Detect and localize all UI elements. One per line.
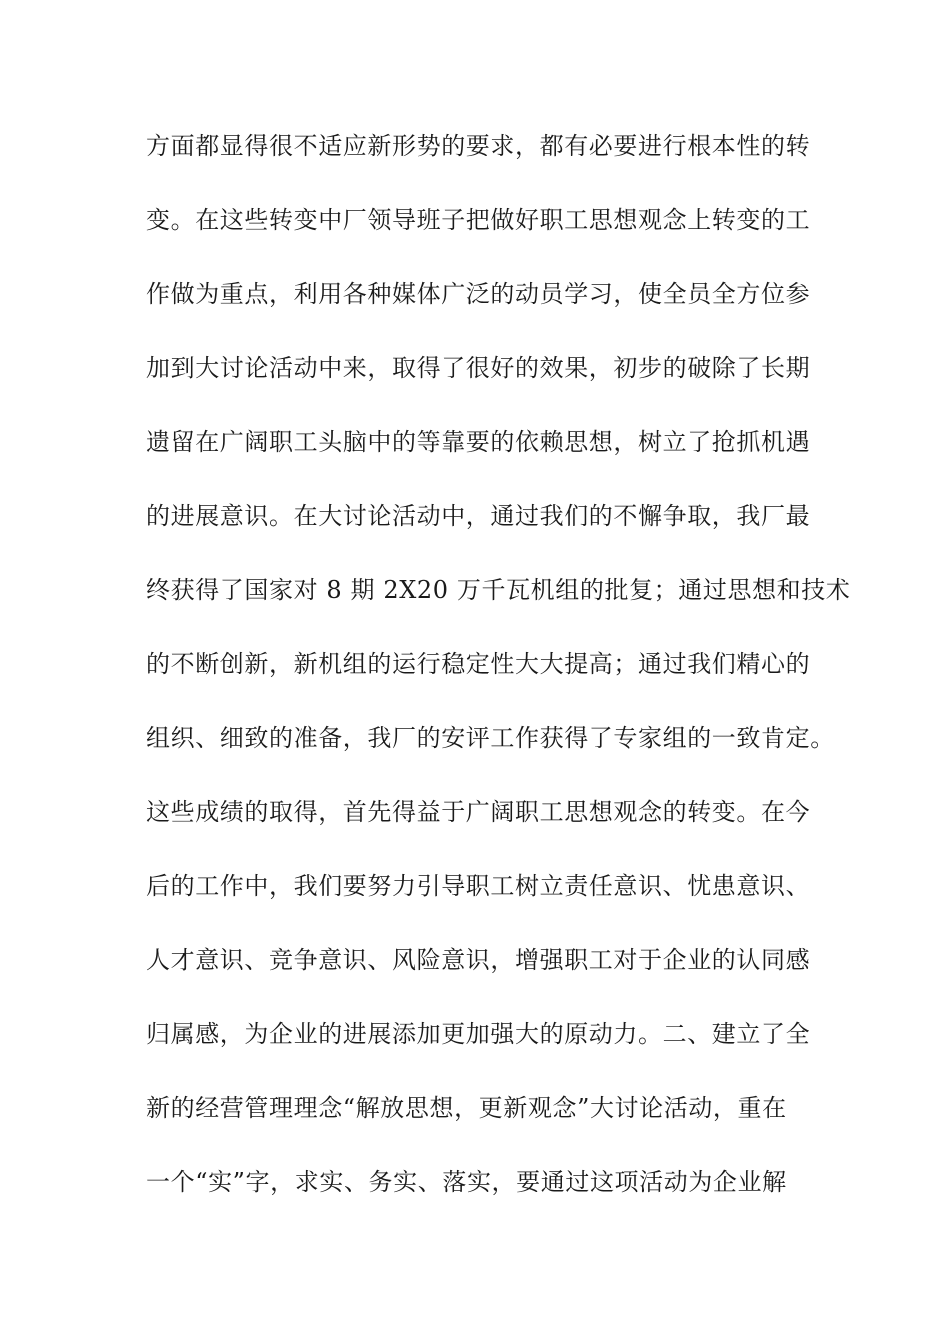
text-line: 遗留在广阔职工头脑中的等靠要的依赖思想，树立了抢抓机遇 [146, 428, 811, 456]
text-line: 人才意识、竞争意识、风险意识，增强职工对于企业的认同感 [146, 946, 811, 974]
text-line: 的不断创新，新机组的运行稳定性大大提高；通过我们精心的 [146, 650, 811, 678]
text-line: 一个“实”字，求实、务实、落实，要通过这项活动为企业解 [146, 1168, 787, 1196]
text-line: 新的经营管理理念“解放思想，更新观念”大讨论活动，重在 [146, 1094, 787, 1122]
text-line: 组织、细致的准备，我厂的安评工作获得了专家组的一致肯定。 [146, 724, 835, 752]
text-line: 归属感，为企业的进展添加更加强大的原动力。二、建立了全 [146, 1020, 811, 1048]
text-line: 后的工作中，我们要努力引导职工树立责任意识、忧患意识、 [146, 872, 811, 900]
text-line: 方面都显得很不适应新形势的要求，都有必要进行根本性的转 [146, 132, 811, 160]
text-line: 这些成绩的取得，首先得益于广阔职工思想观念的转变。在今 [146, 798, 811, 826]
text-line: 变。在这些转变中厂领导班子把做好职工思想观念上转变的工 [146, 206, 811, 234]
text-line: 终获得了国家对 8 期 2X20 万千瓦机组的批复；通过思想和技术 [146, 576, 851, 604]
text-line: 的进展意识。在大讨论活动中，通过我们的不懈争取，我厂最 [146, 502, 811, 530]
text-line: 加到大讨论活动中来，取得了很好的效果，初步的破除了长期 [146, 354, 811, 382]
body-text [146, 126, 851, 1236]
text-line: 作做为重点，利用各种媒体广泛的动员学习，使全员全方位参 [146, 280, 811, 308]
